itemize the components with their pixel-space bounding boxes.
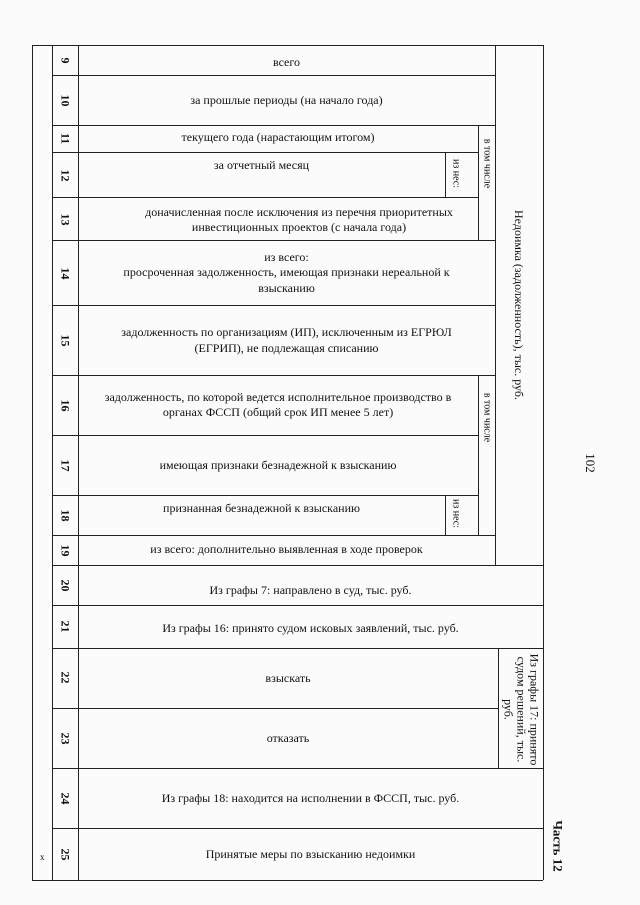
row-number: 12 (58, 169, 73, 182)
row-label-line-3: взысканию (258, 281, 315, 295)
iz-grafy-17-header: Из графы 17: принято судом решений, тыс. руб. (501, 653, 542, 766)
row-number: 25 (58, 848, 73, 861)
row-label: текущего года (нарастающим итогом) (181, 130, 375, 144)
row-label: Принятые меры по взысканию недоимки (205, 847, 416, 861)
row-label: признанная безнадежной к взысканию (163, 501, 360, 515)
iz-nes-1-border (445, 152, 446, 197)
row-label-line-1: доначисленная после исключения из перечня приоритетных (145, 205, 453, 219)
v-tom-chisle-upper-border (478, 125, 479, 240)
row-number: 14 (58, 267, 73, 280)
row-number: 22 (58, 671, 73, 684)
row-number: 21 (58, 620, 73, 633)
v-tom-chisle-lower-border (478, 375, 479, 535)
row-number: 18 (58, 509, 73, 522)
nedoimka-header: Недоимка (задолженность), тыс. руб. (512, 210, 526, 400)
row-label: взыскать (265, 671, 311, 685)
row-label-line-2: (ЕГРИП), не подлежащая списанию (194, 341, 379, 355)
row-label: за отчетный месяц (213, 158, 310, 172)
nedoimka-left-border (495, 45, 496, 565)
row-label: за прошлые периоды (на начало года) (190, 93, 383, 107)
row-label: Из графы 16: принято судом исковых заявлений, тыс. руб. (162, 621, 459, 635)
row-number: 11 (58, 132, 73, 145)
row-number: 10 (58, 94, 73, 107)
iz-grafy-17-border (498, 648, 499, 768)
iz-nes-header: из нес: (450, 158, 462, 189)
page-number: 102 (582, 453, 598, 473)
table-left-inner-border (52, 45, 53, 880)
row-number: 23 (58, 732, 73, 745)
row-label-line-2: просроченная задолженность, имеющая признаки нереальной к (123, 265, 450, 279)
table-right-border (543, 565, 544, 880)
row-number: 20 (58, 579, 73, 592)
row-label-line-1: задолженность, по которой ведется исполнительное производство в (104, 390, 452, 404)
row-number: 19 (58, 544, 73, 557)
row-label-line-2: органах ФССП (общий срок ИП менее 5 лет) (162, 405, 394, 419)
row-number: 17 (58, 459, 73, 472)
row-label: имеющая признаки безнадежной к взысканию (159, 458, 397, 472)
iz-nes-header: из нес: (450, 498, 462, 529)
nedoimka-right-border (543, 45, 544, 565)
row-label: Из графы 18: находится на исполнении в ФССП, тыс. руб. (161, 791, 460, 805)
row-label: всего (272, 55, 301, 69)
row-number: 13 (58, 213, 73, 226)
row-number: 9 (58, 57, 73, 64)
row-label: из всего: дополнительно выявленная в ходе проверок (150, 542, 423, 556)
row-number: 16 (58, 399, 73, 412)
row-label: Из графы 7: направлено в суд, тыс. руб. (209, 583, 412, 597)
part-label: Часть 12 (550, 820, 566, 872)
corner-mark: x (40, 852, 45, 862)
table-bottom-border (32, 880, 543, 881)
iz-nes-2-border (445, 495, 446, 535)
row-label: отказать (266, 731, 310, 745)
row-number: 15 (58, 334, 73, 347)
row-label-line-2: инвестиционных проектов (с начала года) (191, 220, 407, 234)
row-label-line-1: из всего: (264, 250, 309, 264)
row-number: 24 (58, 792, 73, 805)
table-left-border (32, 45, 33, 880)
row-label-line-1: задолженность по организациям (ИП), исключенным из ЕГРЮЛ (121, 325, 452, 339)
v-tom-chisle-upper-header: в том числе (481, 138, 493, 189)
table-top-border (32, 45, 543, 46)
v-tom-chisle-lower-header: в том числе (481, 392, 493, 443)
